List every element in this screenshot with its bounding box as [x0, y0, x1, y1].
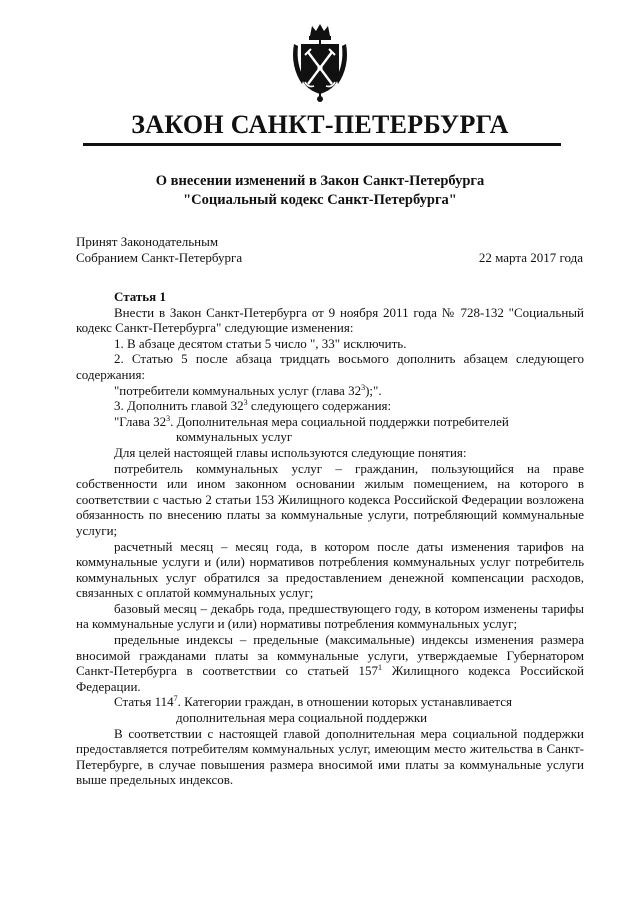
adoption-line: Собранием Санкт-Петербурга [76, 250, 243, 265]
adoption-line: Принят Законодательным [76, 234, 219, 249]
paragraph: 2. Статью 5 после абзаца тридцать восьмого дополнить абзацем следующего содержания: [76, 351, 584, 382]
coat-of-arms-icon [288, 22, 352, 104]
definition-paragraph: расчетный месяц – месяц года, в котором после даты изменения тарифов на коммунальные услуги и (или) нормативов потребления коммунальных услуг потребитель коммунальных услуг обратился за предоставлением денежной компенсации расходов, связанных с оплатой коммунальных услуг; [76, 538, 584, 601]
subtitle-line: "Социальный кодекс Санкт-Петербурга" [183, 192, 457, 208]
title-divider [83, 143, 561, 146]
article-subheading-continued: дополнительная мера социальной поддержки [176, 710, 428, 726]
definition-paragraph: предельные индексы – предельные (максимальные) индексы изменения размера вносимой гражданами платы за коммунальные услуги, утверждаемые Губернатором Санкт-Петербурга в соответствии со статьей $157^1$ Жилищного кодекса Российской Федерации. [76, 632, 584, 694]
paragraph: Для целей настоящей главы используются следующие понятия: [114, 444, 467, 460]
paragraph: 3. Дополнить главой $32^3$ следующего содержания: [114, 398, 392, 414]
article-body [76, 289, 584, 788]
chapter-heading-continued: коммунальных услуг [176, 429, 293, 445]
paragraph: В соответствии с настоящей главой дополнительная мера социальной поддержки предоставляется потребителям коммунальных услуг, имеющим место жительства в Санкт-Петербурге, в случае повышения размера вносимой ими платы за коммунальные услуги выше предельных индексов. [76, 725, 584, 788]
definition-paragraph: потребитель коммунальных услуг – гражданин, пользующийся на праве собственности или ином законном основании жилым помещением, на которого в соответствии с частью 2 статьи 153 Жилищного кодекса Российской Федерации возложена обязанность по внесению платы за коммунальные услуги, потребляющий коммунальные услуги; [76, 460, 584, 538]
paragraph: "потребители коммунальных услуг (глава $32^3$);". [114, 382, 382, 398]
article-heading: Статья 1 [114, 289, 166, 304]
definition-paragraph: базовый месяц – декабрь года, предшествующего году, в котором изменены тарифы на коммунальные услуги и (или) нормативы потребления коммунальных услуг; [76, 600, 584, 632]
law-subtitle [0, 172, 640, 210]
article-subheading: Статья $114^7$. Категории граждан, в отношении которых устанавливается [114, 694, 512, 710]
paragraph: Внести в Закон Санкт-Петербурга от 9 ноября 2011 года № 728-132 "Социальный кодекс Санкт-Петербурга" следующие изменения: [76, 304, 584, 336]
chapter-heading: "Глава $32^3$. Дополнительная мера социальной поддержки потребителей [114, 413, 509, 429]
law-title: ЗАКОН САНКТ-ПЕТЕРБУРГА [131, 110, 509, 139]
adoption-note [76, 234, 242, 266]
subtitle-line: О внесении изменений в Закон Санкт-Петербурга [155, 173, 485, 189]
paragraph: 1. В абзаце десятом статьи 5 число ", 33" исключить. [114, 335, 407, 351]
adoption-date: 22 марта 2017 года [478, 250, 583, 265]
